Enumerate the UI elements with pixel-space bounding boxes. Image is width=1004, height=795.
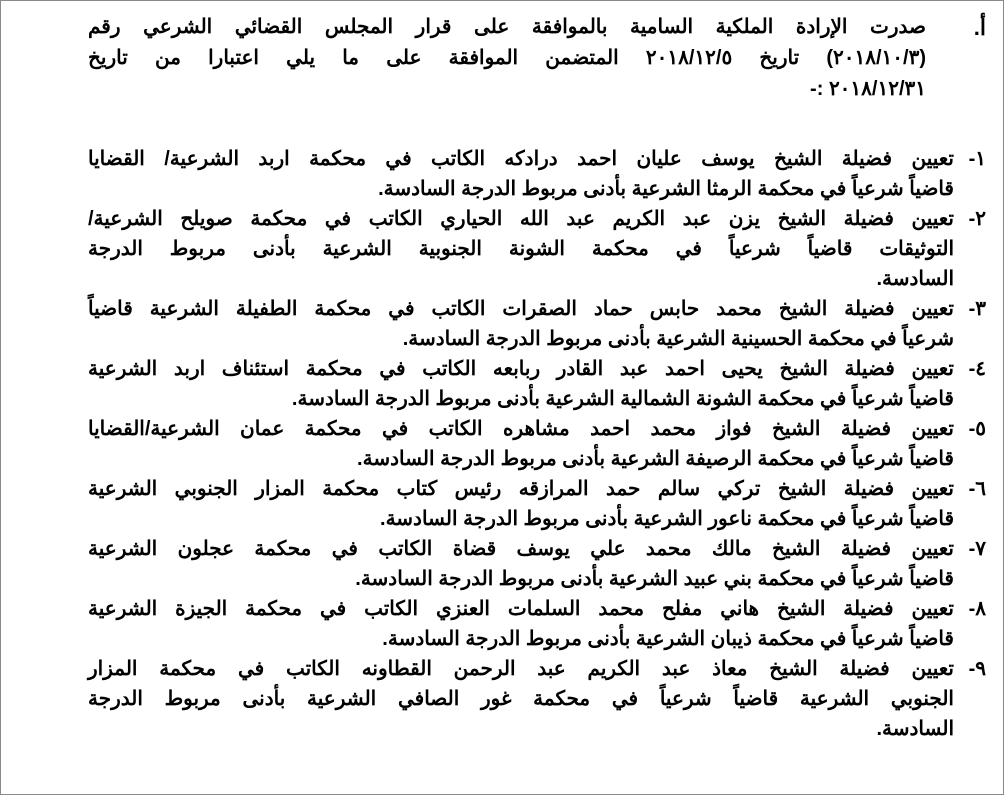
item-line: الجنوبي الشرعية قاضياً شرعياً في محكمة غور الصافي الشرعية بأدنى مربوط الدرجة	[88, 688, 954, 710]
list-item	[88, 534, 986, 594]
item-line: قاضياً شرعياً في محكمة بني عبيد الشرعية بأدنى مربوط الدرجة السادسة.	[355, 568, 954, 590]
section-marker: أ.	[973, 15, 986, 40]
list-item	[88, 144, 986, 204]
item-number: ٣-	[968, 298, 986, 320]
list-item	[88, 204, 986, 294]
list-item	[88, 594, 986, 654]
item-number: ٧-	[968, 538, 986, 560]
item-text	[88, 654, 954, 744]
item-line: تعيين فضيلة الشيخ هاني مفلح محمد السلمات العنزي الكاتب في محكمة الجيزة الشرعية	[88, 598, 954, 620]
item-text	[88, 354, 954, 414]
item-line: التوثيقات قاضياً شرعياً في محكمة الشونة الجنوبية الشرعية بأدنى مربوط الدرجة	[88, 238, 954, 260]
item-line: قاضياً شرعياً في محكمة الرصيفة الشرعية بأدنى مربوط الدرجة السادسة.	[357, 448, 954, 470]
item-text	[88, 294, 954, 354]
heading-text	[88, 12, 926, 105]
item-line: قاضياً شرعياً في محكمة الرمثا الشرعية بأدنى مربوط الدرجة السادسة.	[378, 178, 954, 200]
item-number: ٢-	[968, 208, 986, 230]
item-text	[88, 144, 954, 204]
list-item	[88, 354, 986, 414]
item-number: ٩-	[968, 658, 986, 680]
item-line: قاضياً شرعياً في محكمة ذيبان الشرعية بأدنى مربوط الدرجة السادسة.	[382, 628, 954, 650]
item-line: تعيين فضيلة الشيخ يحيى احمد عبد القادر ربابعه الكاتب في محكمة استئناف اربد الشرعية	[88, 358, 954, 380]
list-item	[88, 654, 986, 744]
heading-line: ٢٠١٨/١٢/٣١ :-	[810, 78, 926, 100]
item-line: تعيين فضيلة الشيخ يزن عبد الكريم عبد الله الحياري الكاتب في محكمة صويلح الشرعية/	[88, 208, 954, 230]
item-line: السادسة.	[876, 718, 954, 740]
item-text	[88, 204, 954, 294]
list-item	[88, 474, 986, 534]
item-line: تعيين فضيلة الشيخ مالك محمد علي يوسف قضاة الكاتب في محكمة عجلون الشرعية	[88, 538, 954, 560]
item-line: قاضياً شرعياً في محكمة ناعور الشرعية بأدنى مربوط الدرجة السادسة.	[380, 508, 954, 530]
list-item	[88, 414, 986, 474]
item-line: تعيين فضيلة الشيخ تركي سالم حمد المرازقه رئيس كتاب محكمة المزار الجنوبي الشرعية	[88, 478, 954, 500]
list-item	[88, 294, 986, 354]
item-text	[88, 474, 954, 534]
item-line: شرعياً في محكمة الحسينية الشرعية بأدنى مربوط الدرجة السادسة.	[402, 328, 954, 350]
item-number: ٦-	[968, 478, 986, 500]
heading-line: صدرت الإرادة الملكية السامية بالموافقة على قرار المجلس القضائي الشرعي رقم	[88, 16, 926, 38]
item-line: السادسة.	[876, 268, 954, 290]
item-line: تعيين فضيلة الشيخ يوسف عليان احمد درادكه الكاتب في محكمة اربد الشرعية/ القضايا	[88, 148, 954, 170]
item-line: تعيين فضيلة الشيخ محمد حابس حماد الصقرات الكاتب في محكمة الطفيلة الشرعية قاضياً	[88, 298, 954, 320]
appointments-list	[88, 144, 986, 744]
item-number: ٥-	[968, 418, 986, 440]
heading-line: (٢٠١٨/١٠/٣) تاريخ ٢٠١٨/١٢/٥ المتضمن الموافقة على ما يلي اعتبارا من تاريخ	[88, 47, 926, 69]
item-line: تعيين فضيلة الشيخ فواز محمد احمد مشاهره الكاتب في محكمة عمان الشرعية/القضايا	[88, 418, 954, 440]
item-text	[88, 534, 954, 594]
item-number: ٨-	[968, 598, 986, 620]
item-text	[88, 414, 954, 474]
item-line: تعيين فضيلة الشيخ معاذ عبد الكريم عبد الرحمن القطاونه الكاتب في محكمة المزار	[88, 658, 954, 680]
item-line: قاضياً شرعياً في محكمة الشونة الشمالية الشرعية بأدنى مربوط الدرجة السادسة.	[291, 388, 954, 410]
decision-heading	[88, 12, 986, 105]
item-number: ١-	[968, 148, 986, 170]
item-text	[88, 594, 954, 654]
item-number: ٤-	[968, 358, 986, 380]
